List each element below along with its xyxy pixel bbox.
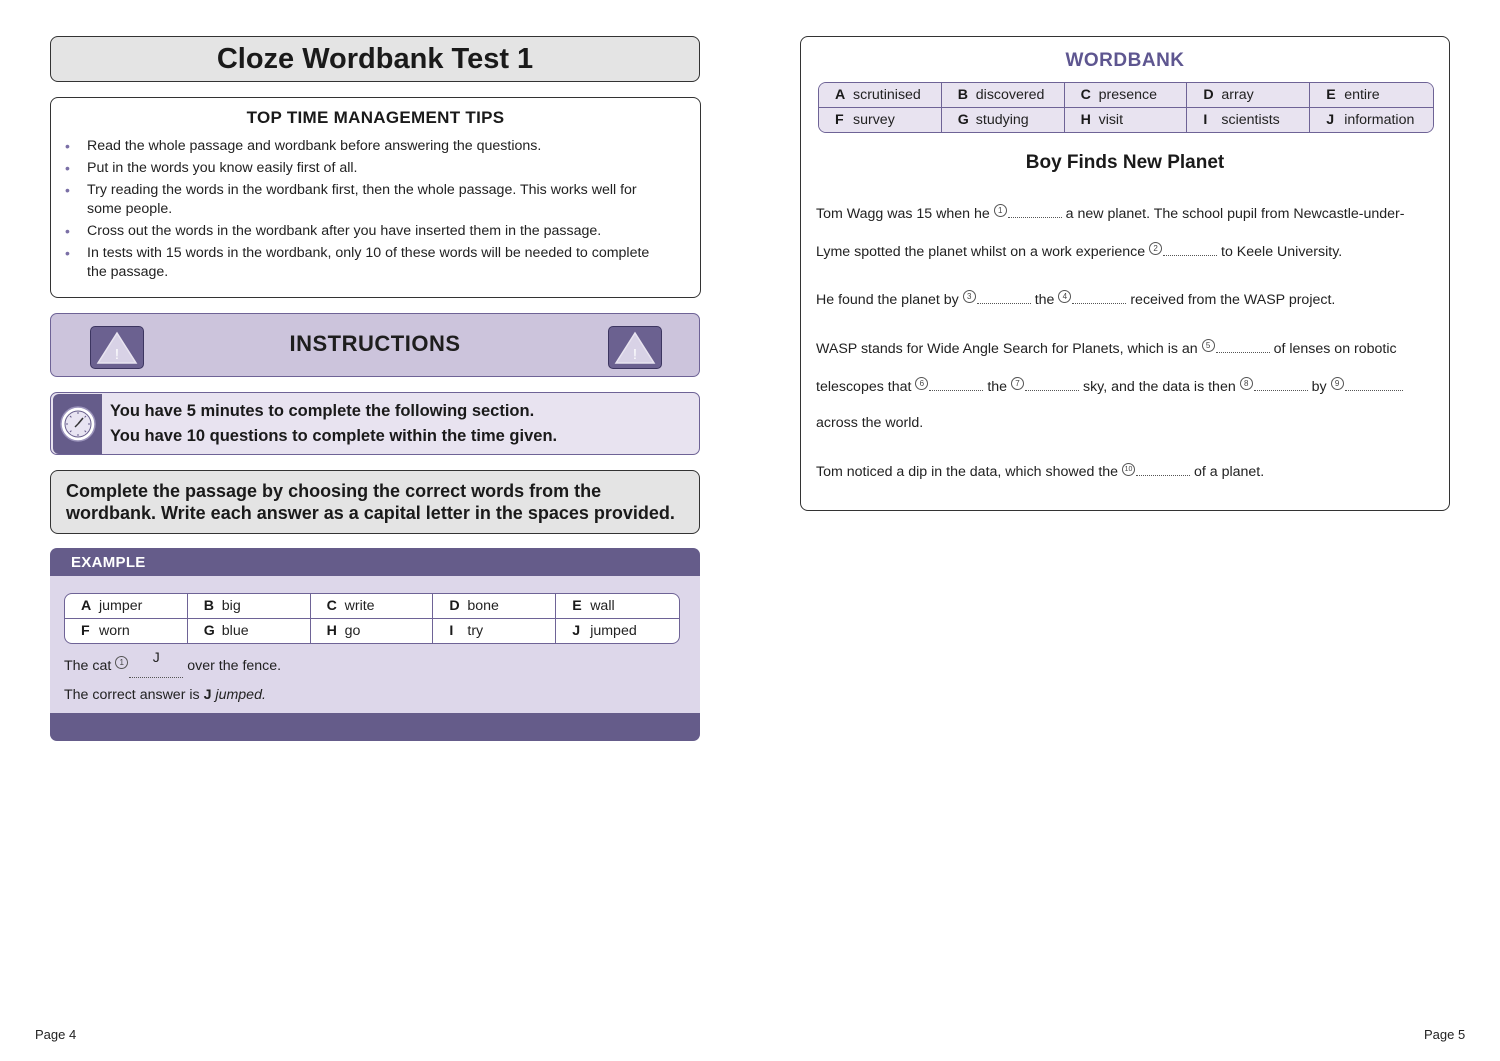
- wordbank-cell: H visit: [1065, 108, 1188, 133]
- passage-line: Tom noticed a dip in the data, which showed the 10 of a planet.: [816, 464, 1265, 480]
- question-number: 8: [1240, 377, 1253, 390]
- wordbank-cell: A scrutinised: [819, 83, 942, 108]
- example-panel: [50, 548, 700, 741]
- passage-line: He found the planet by 3 the 4 received from the WASP project.: [816, 292, 1336, 308]
- wordbank-cell: B big: [188, 594, 311, 619]
- tips-heading: TOP TIME MANAGEMENT TIPS: [246, 108, 505, 127]
- page-number-left: Page 4: [35, 1027, 77, 1042]
- answer-blank[interactable]: J: [129, 665, 183, 678]
- example-footer: [50, 713, 700, 741]
- answer-blank[interactable]: [1216, 340, 1270, 353]
- instructions-banner: [50, 313, 700, 377]
- passage-line: telescopes that 6 the 7 sky, and the data is then 8 by 9: [816, 377, 1403, 395]
- answer-blank[interactable]: [1072, 291, 1126, 304]
- wordbank-cell: G blue: [188, 619, 311, 644]
- wordbank-cell: I scientists: [1187, 108, 1310, 133]
- question-number: 1: [115, 656, 128, 669]
- clock-icon: [53, 394, 102, 454]
- wordbank-cell: B discovered: [942, 83, 1065, 108]
- warning-icon: [608, 326, 662, 369]
- time-box: [50, 392, 700, 455]
- wordbank-cell: J information: [1310, 108, 1433, 133]
- wordbank-cell: F survey: [819, 108, 942, 133]
- example-wordbank: [64, 593, 680, 644]
- answer-blank[interactable]: [929, 378, 983, 391]
- passage-line: across the world.: [816, 415, 924, 431]
- svg-text:!: !: [114, 345, 120, 363]
- answer-blank[interactable]: [1163, 243, 1217, 256]
- questions-count-text: You have 10 questions to complete within the time given.: [110, 427, 558, 445]
- wordbank-cell: C write: [311, 594, 434, 619]
- tip-item: • Read the whole passage and wordbank before answering the questions.: [65, 138, 542, 154]
- wordbank-cell: C presence: [1065, 83, 1188, 108]
- wordbank-cell: F worn: [65, 619, 188, 644]
- question-number: 1: [994, 204, 1007, 217]
- question-number: 2: [1149, 242, 1162, 255]
- bullet-icon: •: [65, 182, 70, 198]
- tip-item: • Cross out the words in the wordbank after you have inserted them in the passage.: [65, 223, 602, 239]
- task-instructions: Complete the passage by choosing the correct words from the wordbank. Write each answer as a capital letter in the spaces provided.: [50, 470, 700, 534]
- instructions-title: INSTRUCTIONS: [289, 331, 461, 356]
- tips-box: [50, 97, 701, 298]
- answer-blank[interactable]: [1025, 378, 1079, 391]
- bullet-icon: •: [65, 138, 70, 154]
- tip-item: • In tests with 15 words in the wordbank, only 10 of these words will be needed to complete the passage.: [65, 245, 650, 280]
- example-sentence: The cat 1 J over the fence.: [64, 656, 281, 678]
- question-number: 7: [1011, 377, 1024, 390]
- svg-text:!: !: [632, 345, 638, 363]
- test-title: Cloze Wordbank Test 1: [50, 36, 700, 82]
- question-number: 4: [1058, 290, 1071, 303]
- answer-blank[interactable]: [977, 291, 1031, 304]
- page-number-right: Page 5: [1424, 1027, 1466, 1042]
- answer-blank[interactable]: [1254, 378, 1308, 391]
- tip-item: • Try reading the words in the wordbank first, then the whole passage. This works well for some people.: [65, 182, 637, 217]
- question-number: 6: [915, 377, 928, 390]
- bullet-icon: •: [65, 245, 70, 261]
- wordbank-cell: G studying: [942, 108, 1065, 133]
- tips-list: [65, 137, 670, 282]
- tip-item: • Put in the words you know easily first of all.: [65, 160, 358, 176]
- wordbank-cell: E entire: [1310, 83, 1433, 108]
- wordbank-cell: E wall: [556, 594, 679, 619]
- wordbank-table: [818, 82, 1434, 133]
- passage-panel: [800, 36, 1450, 511]
- answer-blank[interactable]: [1008, 205, 1062, 218]
- wordbank-title: WORDBANK: [1065, 50, 1185, 71]
- question-number: 10: [1122, 463, 1135, 476]
- answer-blank[interactable]: [1345, 378, 1403, 391]
- wordbank-cell: H go: [311, 619, 434, 644]
- wordbank-cell: D array: [1187, 83, 1310, 108]
- answer-blank[interactable]: [1136, 463, 1190, 476]
- example-header: EXAMPLE: [50, 548, 700, 576]
- wordbank-cell: I try: [433, 619, 556, 644]
- passage-line: WASP stands for Wide Angle Search for Planets, which is an 5 of lenses on robotic: [816, 341, 1397, 357]
- time-limit-text: You have 5 minutes to complete the following section.: [110, 402, 535, 420]
- passage-line: Tom Wagg was 15 when he 1 a new planet. The school pupil from Newcastle-under-: [816, 206, 1405, 222]
- bullet-icon: •: [65, 223, 70, 239]
- bullet-icon: •: [65, 160, 70, 176]
- wordbank-cell: A jumper: [65, 594, 188, 619]
- passage-line: Lyme spotted the planet whilst on a work experience 2 to Keele University.: [816, 244, 1343, 260]
- question-number: 3: [963, 290, 976, 303]
- passage-title: Boy Finds New Planet: [1025, 152, 1225, 173]
- question-number: 5: [1202, 339, 1215, 352]
- question-number: 9: [1331, 377, 1344, 390]
- wordbank-cell: D bone: [433, 594, 556, 619]
- wordbank-cell: J jumped: [572, 622, 637, 639]
- example-answer: The correct answer is J jumped.: [64, 687, 266, 703]
